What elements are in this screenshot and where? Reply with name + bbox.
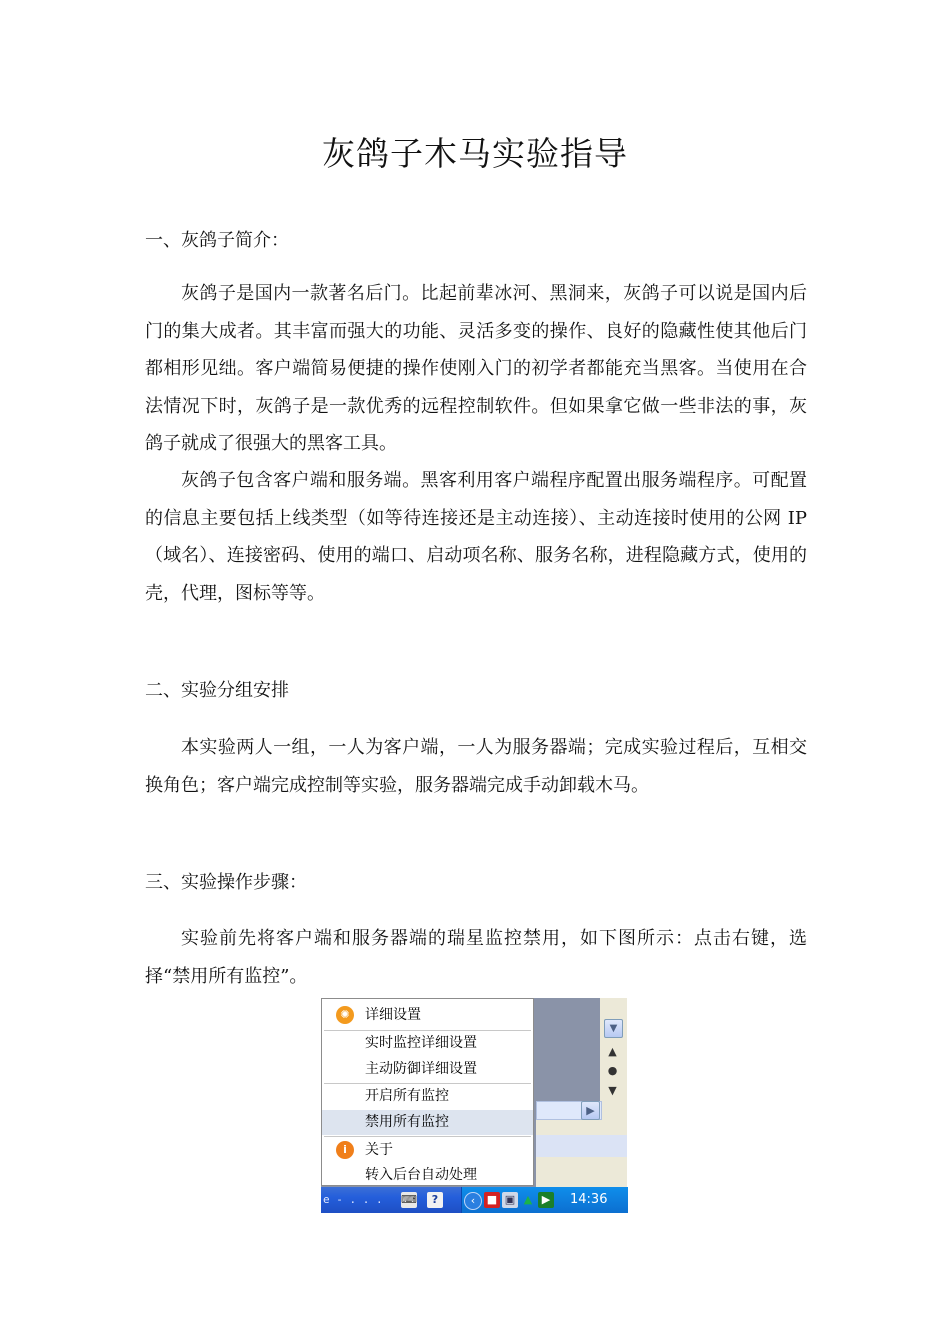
section-heading-grouping: 二、实验分组安排	[145, 680, 289, 701]
tray-green-icon[interactable]: ▲	[523, 1193, 533, 1206]
help-icon[interactable]: ?	[427, 1192, 443, 1208]
rising-settings-icon: ✺	[336, 1006, 354, 1024]
menu-item-label: 禁用所有监控	[365, 1114, 449, 1130]
intro-paragraph-1: 灰鸽子是国内一款著名后门。比起前辈冰河、黑洞来，灰鸽子可以说是国内后门的集大成者。其丰富而强大的功能、灵活多变的操作、良好的隐藏性使其他后门都相形见绌。客户端简易便捷的操作使刚入门的初学者都能充当黑客。当使用在合法情况下时，灰鸽子是一款优秀的远程控制软件。但如果拿它做一些非法的事，灰鸽子就成了很强大的黑客工具。	[145, 283, 807, 454]
page-title: 灰鸽子木马实验指导	[322, 134, 628, 173]
grouping-paragraph: 本实验两人一组，一人为客户端，一人为服务器端；完成实验过程后，互相交换角色；客户端完成控制等实验，服务器端完成手动卸载木马。	[145, 737, 807, 796]
menu-item-realtime-monitor-settings[interactable]	[322, 1031, 533, 1056]
menu-item-label: 实时监控详细设置	[365, 1035, 477, 1051]
menu-item-detailed-settings[interactable]	[322, 1003, 533, 1028]
keyboard-icon[interactable]: ⌨	[401, 1193, 417, 1206]
taskbar-fragment: e - . . .	[323, 1193, 383, 1206]
menu-item-disable-all-monitors[interactable]	[322, 1110, 533, 1135]
menu-item-active-defense-settings[interactable]	[322, 1057, 533, 1082]
menu-item-background-auto[interactable]	[322, 1163, 533, 1188]
tray-app-icon[interactable]: ■	[484, 1192, 500, 1208]
context-menu	[321, 998, 534, 1186]
taskbar-clock: 14:36	[570, 1192, 608, 1207]
menu-item-label: 详细设置	[365, 1007, 421, 1023]
scroll-right-icon[interactable]: ▶	[581, 1101, 600, 1120]
info-icon: i	[336, 1141, 354, 1159]
menu-item-enable-all-monitors[interactable]	[322, 1084, 533, 1109]
steps-paragraph: 实验前先将客户端和服务器端的瑞星监控禁用，如下图所示：点击右键，选择“禁用所有监控”。	[145, 928, 807, 987]
lower-strip	[536, 1135, 627, 1157]
tray-media-icon[interactable]: ▶	[538, 1192, 554, 1208]
section-heading-intro: 一、灰鸽子简介：	[145, 230, 289, 251]
intro-paragraph-2: 灰鸽子包含客户端和服务端。黑客利用客户端程序配置出服务端程序。可配置的信息主要包括上线类型（如等待连接还是主动连接）、主动连接时使用的公网 IP（域名）、连接密码、使用的端口、启动项名称、服务名称，进程隐藏方式，使用的壳，代理，图标等等。	[145, 470, 807, 604]
scroll-up-glyph-icon: ▲	[608, 1045, 617, 1058]
menu-item-label: 转入后台自动处理	[365, 1167, 477, 1183]
section-heading-steps: 三、实验操作步骤：	[145, 872, 307, 893]
menu-separator	[324, 1136, 531, 1137]
dot-glyph-icon: ●	[607, 1064, 618, 1077]
menu-item-about[interactable]	[322, 1138, 533, 1163]
scroll-down-icon[interactable]: ▼	[604, 1019, 623, 1038]
menu-item-label: 主动防御详细设置	[365, 1061, 477, 1077]
scroll-down-glyph-icon: ▼	[608, 1084, 617, 1097]
network-icon[interactable]: ▣	[502, 1192, 518, 1208]
collapse-arrow-icon[interactable]: ‹	[464, 1192, 482, 1210]
menu-item-label: 关于	[365, 1142, 393, 1158]
menu-item-label: 开启所有监控	[365, 1088, 449, 1104]
